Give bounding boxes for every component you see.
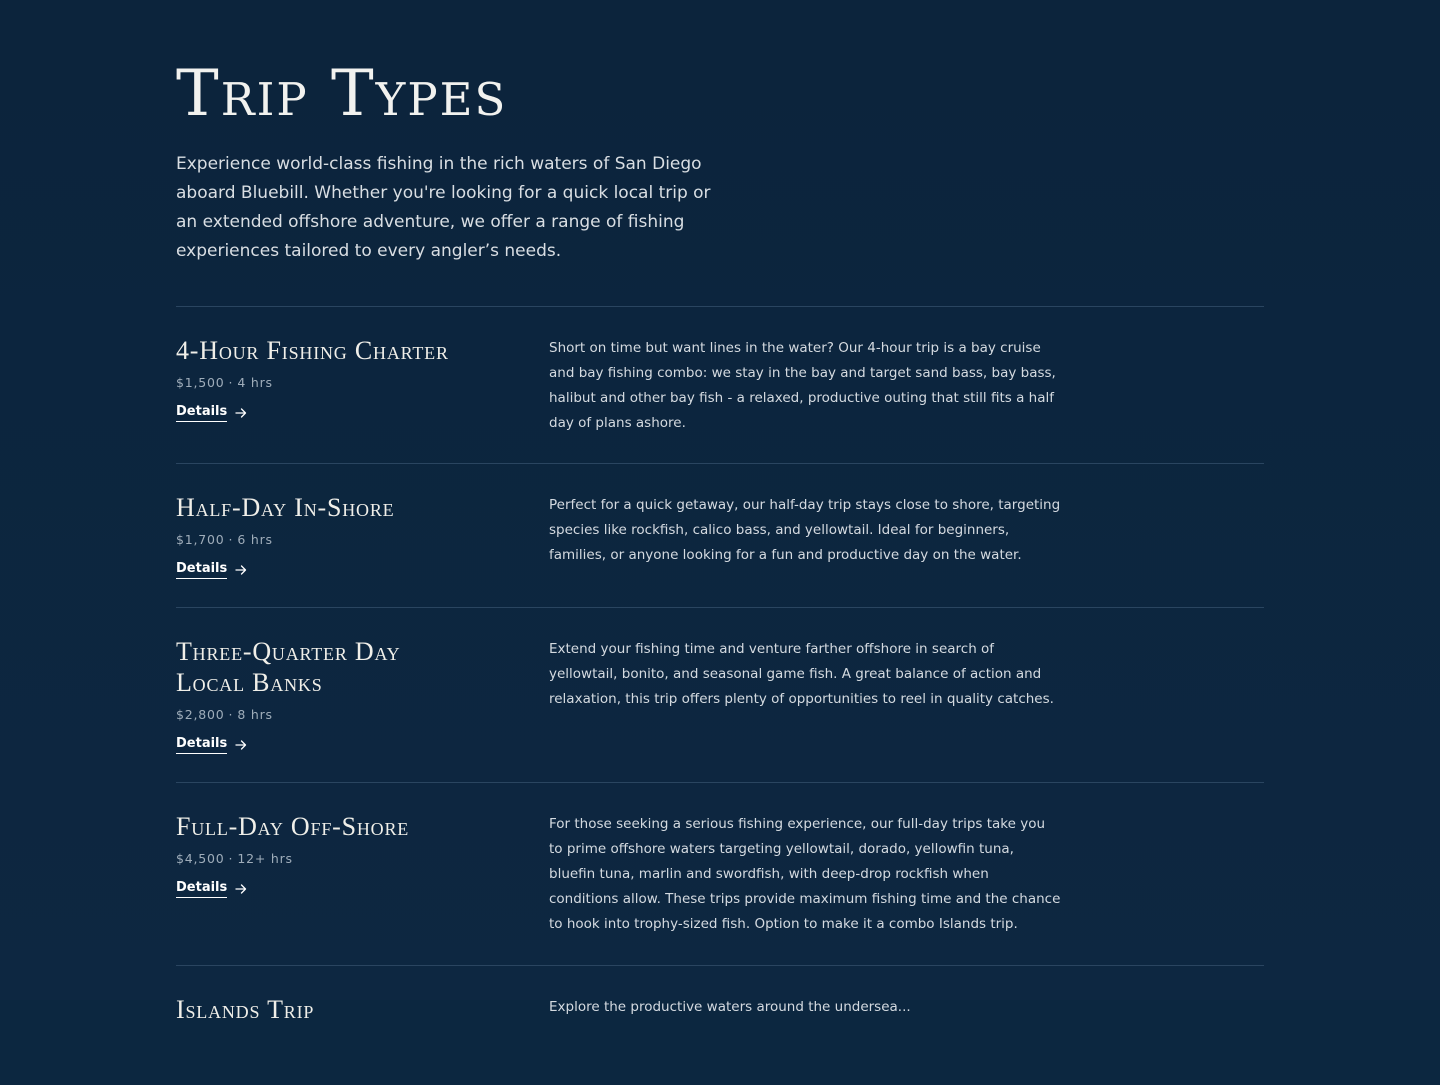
details-label: Details xyxy=(176,404,227,422)
trip-list xyxy=(176,306,1264,1085)
trip-summary xyxy=(176,636,406,754)
trip-summary xyxy=(176,811,516,898)
details-link[interactable] xyxy=(176,561,247,579)
trip-description: Explore the productive waters around the undersea... xyxy=(549,999,911,1015)
trip-row xyxy=(176,607,1264,782)
trip-row xyxy=(176,306,1264,463)
arrow-right-icon xyxy=(235,739,247,751)
trip-price: $4,500 xyxy=(176,851,225,866)
trip-name: Three-Quarter Day Local Banks xyxy=(176,637,401,697)
trip-description: Short on time but want lines in the water? Our 4-hour trip is a bay cruise and bay fishing combo: we stay in the bay and target sand bass, bay bass, halibut and other bay fish - a relaxed, productive outing that still fits a half day of plans ashore. xyxy=(549,340,1056,431)
arrow-right-icon xyxy=(235,564,247,576)
trip-duration: 12+ hrs xyxy=(237,851,293,866)
trip-meta xyxy=(176,850,516,868)
details-link[interactable] xyxy=(176,880,247,898)
trip-meta xyxy=(176,706,406,724)
trip-duration: 8 hrs xyxy=(237,707,273,722)
trip-name: Half-Day In-Shore xyxy=(176,493,395,522)
trip-row xyxy=(176,965,1264,1085)
trip-meta xyxy=(176,374,516,392)
page-title: Trip Types xyxy=(176,57,508,131)
trip-price: $1,500 xyxy=(176,375,225,390)
trip-name: Full-Day Off-Shore xyxy=(176,812,410,841)
arrow-right-icon xyxy=(235,883,247,895)
details-label: Details xyxy=(176,561,227,579)
intro-paragraph: Experience world-class fishing in the rich waters of San Diego aboard Bluebill. Whether you're looking for a quick local trip or an extended offshore adventure, we offer a range of fishing experiences tailored to every angler’s needs. xyxy=(176,154,711,261)
trip-description: Extend your fishing time and venture farther offshore in search of yellowtail, bonito, and seasonal game fish. A great balance of action and relaxation, this trip offers plenty of opportunities to reel in quality catches. xyxy=(549,641,1054,707)
trip-price: $2,800 xyxy=(176,707,225,722)
meta-separator: · xyxy=(228,532,234,547)
trip-summary xyxy=(176,492,516,579)
trip-duration: 4 hrs xyxy=(237,375,273,390)
trip-summary xyxy=(176,335,516,422)
content-container xyxy=(176,0,1264,1085)
trip-row xyxy=(176,463,1264,607)
details-label: Details xyxy=(176,736,227,754)
trip-description: Perfect for a quick getaway, our half-day trip stays close to shore, targeting species like rockfish, calico bass, and yellowtail. Ideal for beginners, families, or anyone looking for a fun and productive day on the water. xyxy=(549,497,1061,563)
arrow-right-icon xyxy=(235,407,247,419)
trip-summary xyxy=(176,994,516,1025)
details-link[interactable] xyxy=(176,736,247,754)
trip-meta xyxy=(176,531,516,549)
trip-row xyxy=(176,782,1264,965)
trip-name: 4-Hour Fishing Charter xyxy=(176,336,449,365)
trip-duration: 6 hrs xyxy=(237,532,273,547)
meta-separator: · xyxy=(228,707,234,722)
details-link[interactable] xyxy=(176,404,247,422)
details-label: Details xyxy=(176,880,227,898)
trip-description: For those seeking a serious fishing experience, our full-day trips take you to prime offshore waters targeting yellowtail, dorado, yellowfin tuna, bluefin tuna, marlin and swordfish, with deep-drop rockfish when conditions allow. These trips provide maximum fishing time and the chance to hook into trophy-sized fish. Option to make it a combo Islands trip. xyxy=(549,816,1061,932)
trip-price: $1,700 xyxy=(176,532,225,547)
meta-separator: · xyxy=(228,375,234,390)
meta-separator: · xyxy=(228,851,234,866)
trip-name: Islands Trip xyxy=(176,995,315,1024)
